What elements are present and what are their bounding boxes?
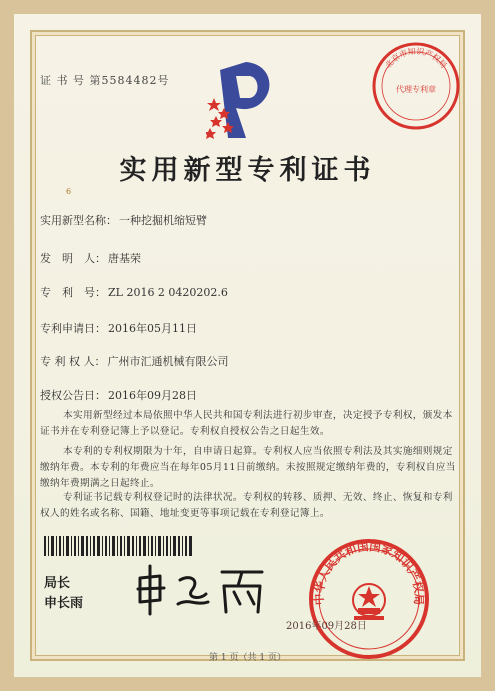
field-label: 实用新型名称： bbox=[40, 214, 117, 227]
page-number: 第 1 页（共 1 页） bbox=[209, 653, 286, 663]
field-value: 2016年05月11日 bbox=[108, 322, 197, 335]
field-utility-name bbox=[40, 212, 207, 228]
seal-ring-text: 中华人民共和国国家知识产权局 bbox=[311, 539, 427, 606]
agency-seal-center-text: 代理专利章 bbox=[396, 85, 436, 94]
field-label: 专利申请日： bbox=[40, 322, 106, 335]
field-value: 一种挖掘机缩短臂 bbox=[119, 214, 207, 227]
agency-seal-stamp bbox=[370, 40, 462, 132]
signer-name: 申长雨 bbox=[44, 596, 84, 611]
signer-title: 局长 bbox=[44, 576, 71, 591]
field-value: 广州市汇通机械有限公司 bbox=[107, 355, 229, 368]
field-value: 唐基荣 bbox=[108, 252, 141, 265]
national-ip-office-seal bbox=[306, 536, 432, 662]
field-application-date bbox=[40, 320, 197, 336]
patent-office-logo-icon bbox=[206, 58, 282, 142]
field-value: 2016年09月28日 bbox=[108, 389, 197, 402]
certificate-title: 实用新型专利证书 bbox=[119, 155, 376, 186]
field-patentee bbox=[40, 353, 229, 369]
field-value: ZL 2016 2 0420202.6 bbox=[108, 286, 228, 299]
field-patent-number bbox=[40, 284, 228, 300]
field-label: 专 利 权 人： bbox=[40, 355, 106, 368]
field-label: 发 明 人： bbox=[40, 252, 106, 265]
paragraph-legal-status: 专利证书记载专利权登记时的法律状况。专利权的转移、质押、无效、终止、恢复和专利权人的姓名或名称、国籍、地址变更等事项记载在专利登记簿上。 bbox=[40, 492, 453, 519]
handwritten-signature bbox=[130, 560, 270, 618]
barcode-icon bbox=[44, 536, 194, 556]
field-grant-date bbox=[40, 387, 197, 403]
field-inventor bbox=[40, 250, 141, 266]
paragraph-grant: 本实用新型经过本局依照中华人民共和国专利法进行初步审查，决定授予专利权，颁发本证书并在专利登记簿上予以登记。专利权自授权公告之日起生效。 bbox=[40, 410, 453, 437]
agency-seal-ring-text: 北京市知识产权局 bbox=[383, 46, 449, 70]
seal-date: 2016年09月28日 bbox=[286, 621, 367, 632]
small-mark: 6 bbox=[66, 187, 72, 196]
certificate-number: 证 书 号 第5584482号 bbox=[40, 74, 170, 87]
paragraph-term: 本专利的专利权期限为十年，自申请日起算。专利权人应当依照专利法及其实施细则规定缴纳年费。本专利的年费应当在每年05月11日前缴纳。未按照规定缴纳年费的，专利权自应当缴纳年费期满之日起终止。 bbox=[40, 446, 456, 489]
field-label: 专 利 号： bbox=[40, 286, 106, 299]
field-label: 授权公告日： bbox=[40, 389, 106, 402]
